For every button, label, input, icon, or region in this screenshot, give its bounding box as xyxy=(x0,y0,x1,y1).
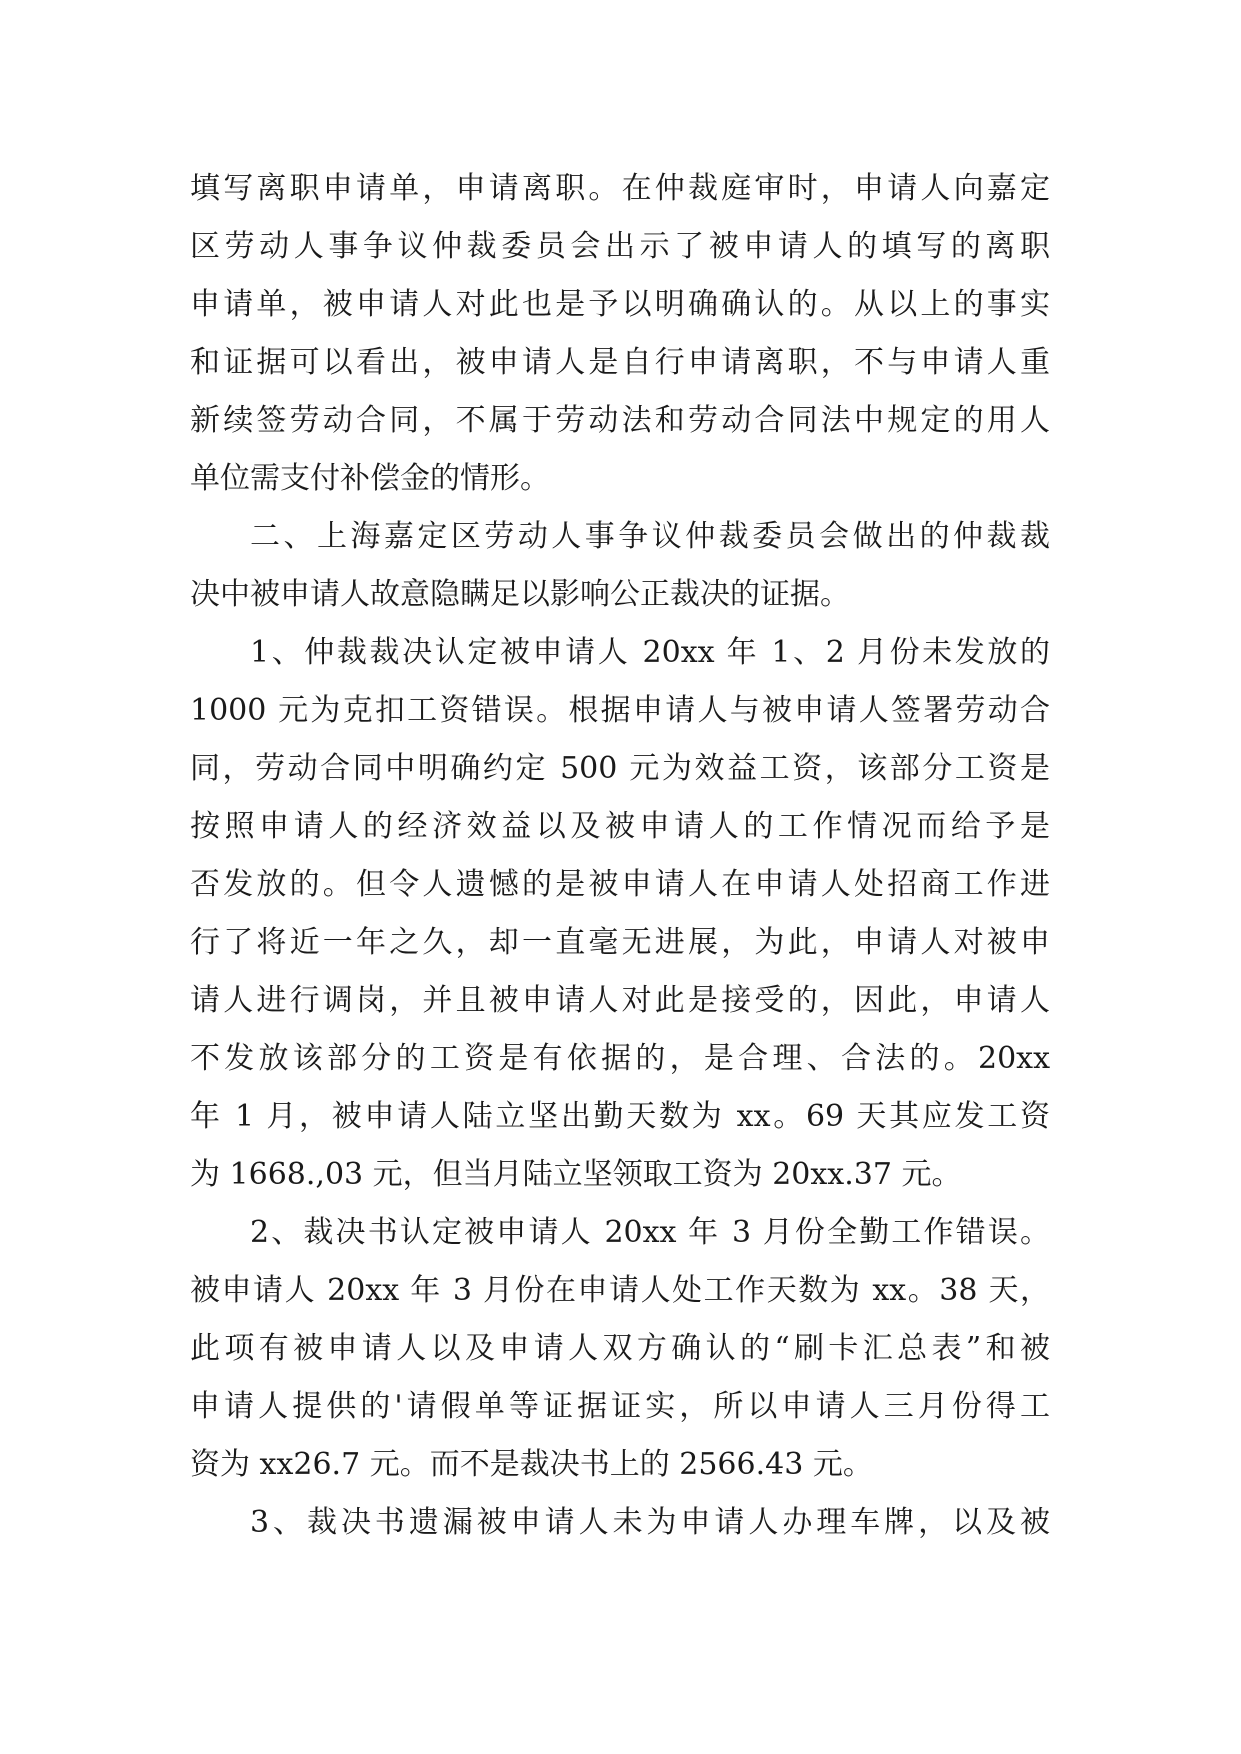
text-line: 3、裁决书遗漏被申请人未为申请人办理车牌，以及被 xyxy=(250,1505,1050,1540)
text-line: 为 1668.,03 元，但当月陆立坚领取工资为 20xx.37 元。 xyxy=(190,1157,962,1192)
text-line: 年 1 月，被申请人陆立坚出勤天数为 xx。69 天其应发工资 xyxy=(190,1099,1050,1134)
text-line: 此项有被申请人以及申请人双方确认的“刷卡汇总表”和被 xyxy=(190,1331,1050,1366)
text-line: 2、裁决书认定被申请人 20xx 年 3 月份全勤工作错误。 xyxy=(250,1215,1050,1250)
text-line: 同，劳动合同中明确约定 500 元为效益工资，该部分工资是 xyxy=(190,751,1050,786)
text-line: 否发放的。但令人遗憾的是被申请人在申请人处招商工作进 xyxy=(190,867,1050,902)
text-line: 新续签劳动合同，不属于劳动法和劳动合同法中规定的用人 xyxy=(190,403,1050,438)
text-line: 单位需支付补偿金的情形。 xyxy=(190,461,550,496)
text-line: 不发放该部分的工资是有依据的，是合理、合法的。20xx xyxy=(190,1041,1050,1076)
text-line: 资为 xx26.7 元。而不是裁决书上的 2566.43 元。 xyxy=(190,1447,873,1482)
text-line: 1、仲裁裁决认定被申请人 20xx 年 1、2 月份未发放的 xyxy=(250,635,1050,670)
text-line: 和证据可以看出，被申请人是自行申请离职，不与申请人重 xyxy=(190,345,1050,380)
text-line: 被申请人 20xx 年 3 月份在申请人处工作天数为 xx。38 天， xyxy=(190,1273,1050,1308)
text-line: 填写离职申请单，申请离职。在仲裁庭审时，申请人向嘉定 xyxy=(190,171,1050,206)
text-line: 申请单，被申请人对此也是予以明确确认的。从以上的事实 xyxy=(190,287,1050,322)
text-line: 按照申请人的经济效益以及被申请人的工作情况而给予是 xyxy=(190,809,1050,844)
text-line: 1000 元为克扣工资错误。根据申请人与被申请人签署劳动合 xyxy=(190,693,1050,728)
text-line: 行了将近一年之久，却一直毫无进展，为此，申请人对被申 xyxy=(190,925,1050,960)
text-line: 请人进行调岗，并且被申请人对此是接受的，因此，申请人 xyxy=(190,983,1050,1018)
text-line: 二、上海嘉定区劳动人事争议仲裁委员会做出的仲裁裁 xyxy=(250,519,1050,554)
text-line: 申请人提供的'请假单等证据证实，所以申请人三月份得工 xyxy=(190,1389,1050,1424)
document-body xyxy=(190,160,1050,1552)
text-line: 区劳动人事争议仲裁委员会出示了被申请人的填写的离职 xyxy=(190,229,1050,264)
text-line: 决中被申请人故意隐瞒足以影响公正裁决的证据。 xyxy=(190,577,850,612)
